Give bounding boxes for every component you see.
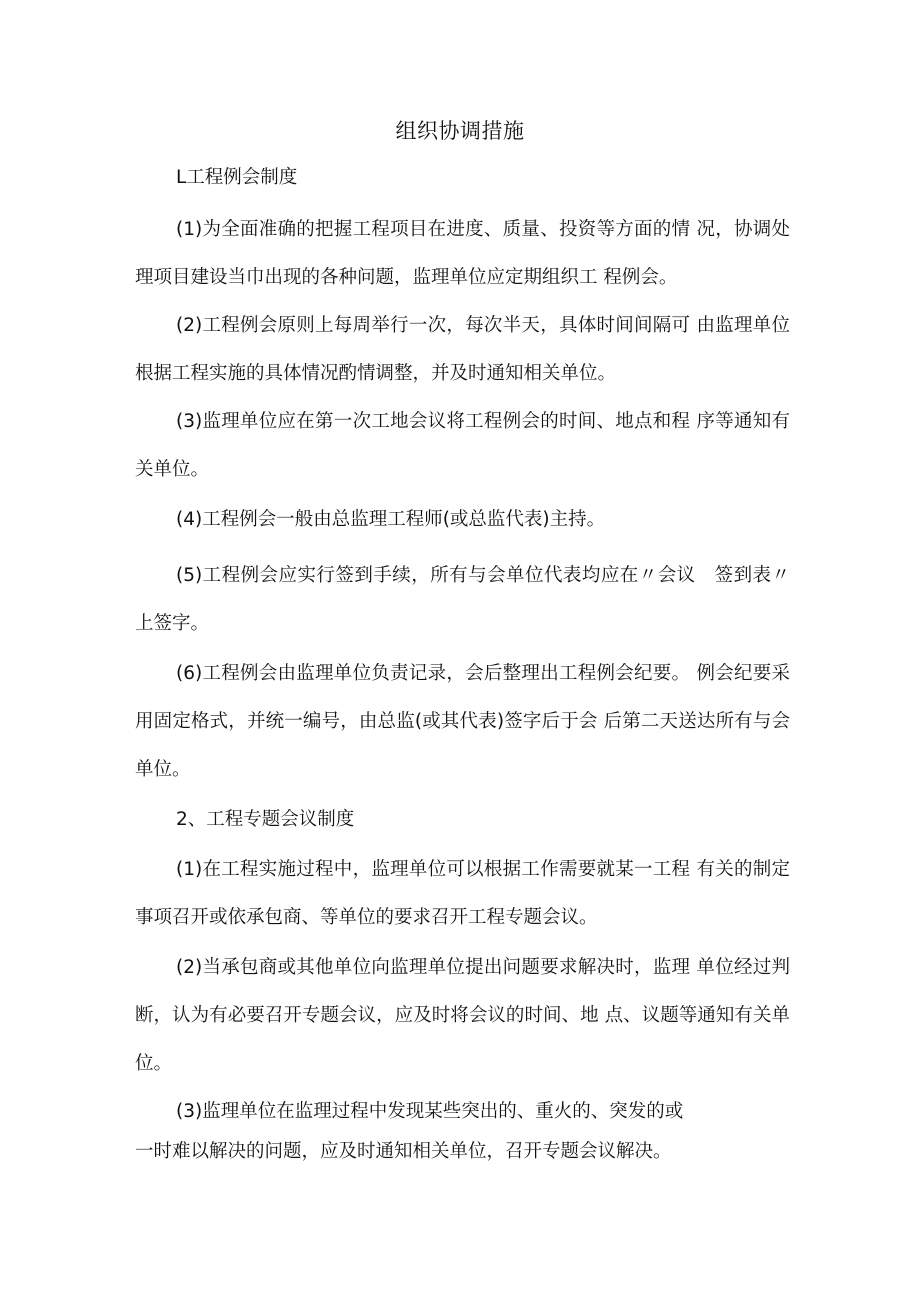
paragraph-1-3: (3)监理单位应在第一次工地会议将工程例会的时间、地点和程 序等通知有关单位。 (135, 411, 790, 480)
paragraph-2-3-line-2: 一时难以解决的问题，应及时通知相关单位，召开专题会议解决。 (135, 1141, 672, 1162)
document-title: 组织协调措施 (395, 119, 525, 143)
paragraph-2-1: (1)在工程实施过程中，监理单位可以根据工作需要就某一工程 有关的制定事项召开或依承包商、等单位的要求召开工程专题会议。 (135, 859, 790, 928)
paragraph-1-2: (2)工程例会原则上每周举行一次，每次半天，具体时间间隔可 由监理单位根据工程实施的具体情况酌情调整，并及时通知相关单位。 (135, 315, 790, 384)
paragraph-1-5: (5)工程例会应实行签到手续，所有与会单位代表均应在〃会议 签到表〃上签字。 (135, 565, 790, 634)
paragraph-2-3 (135, 1088, 790, 1176)
paragraph-1-4: (4)工程例会一般由总监理工程师(或总监代表)主持。 (176, 509, 606, 530)
paragraph-1-1: (1)为全面准确的把握工程项目在进度、质量、投资等方面的情 况，协调处理项目建设当巾出现的各种问题，监理单位应定期组织工 程例会。 (135, 219, 790, 288)
section-heading-regular-meetings: L工程例会制度 (176, 167, 298, 188)
paragraph-2-3-line-1: (3)监理单位在监理过程中发现某些突出的、重火的、突发的或 (176, 1101, 684, 1122)
paragraph-1-6: (6)工程例会由监理单位负责记录，会后整理出工程例会纪要。 例会纪要采用固定格式，并统一编号，由总监(或其代表)签字后于会 后第二天送达所有与会单位。 (135, 663, 790, 780)
paragraph-2-2: (2)当承包商或其他单位向监理单位提出问题要求解决时，监理 单位经过判断，认为有必要召开专题会议，应及时将会议的时间、地 点、议题等通知有关单位。 (135, 957, 790, 1074)
section-heading-special-meetings: 2、工程专题会议制度 (176, 809, 355, 830)
